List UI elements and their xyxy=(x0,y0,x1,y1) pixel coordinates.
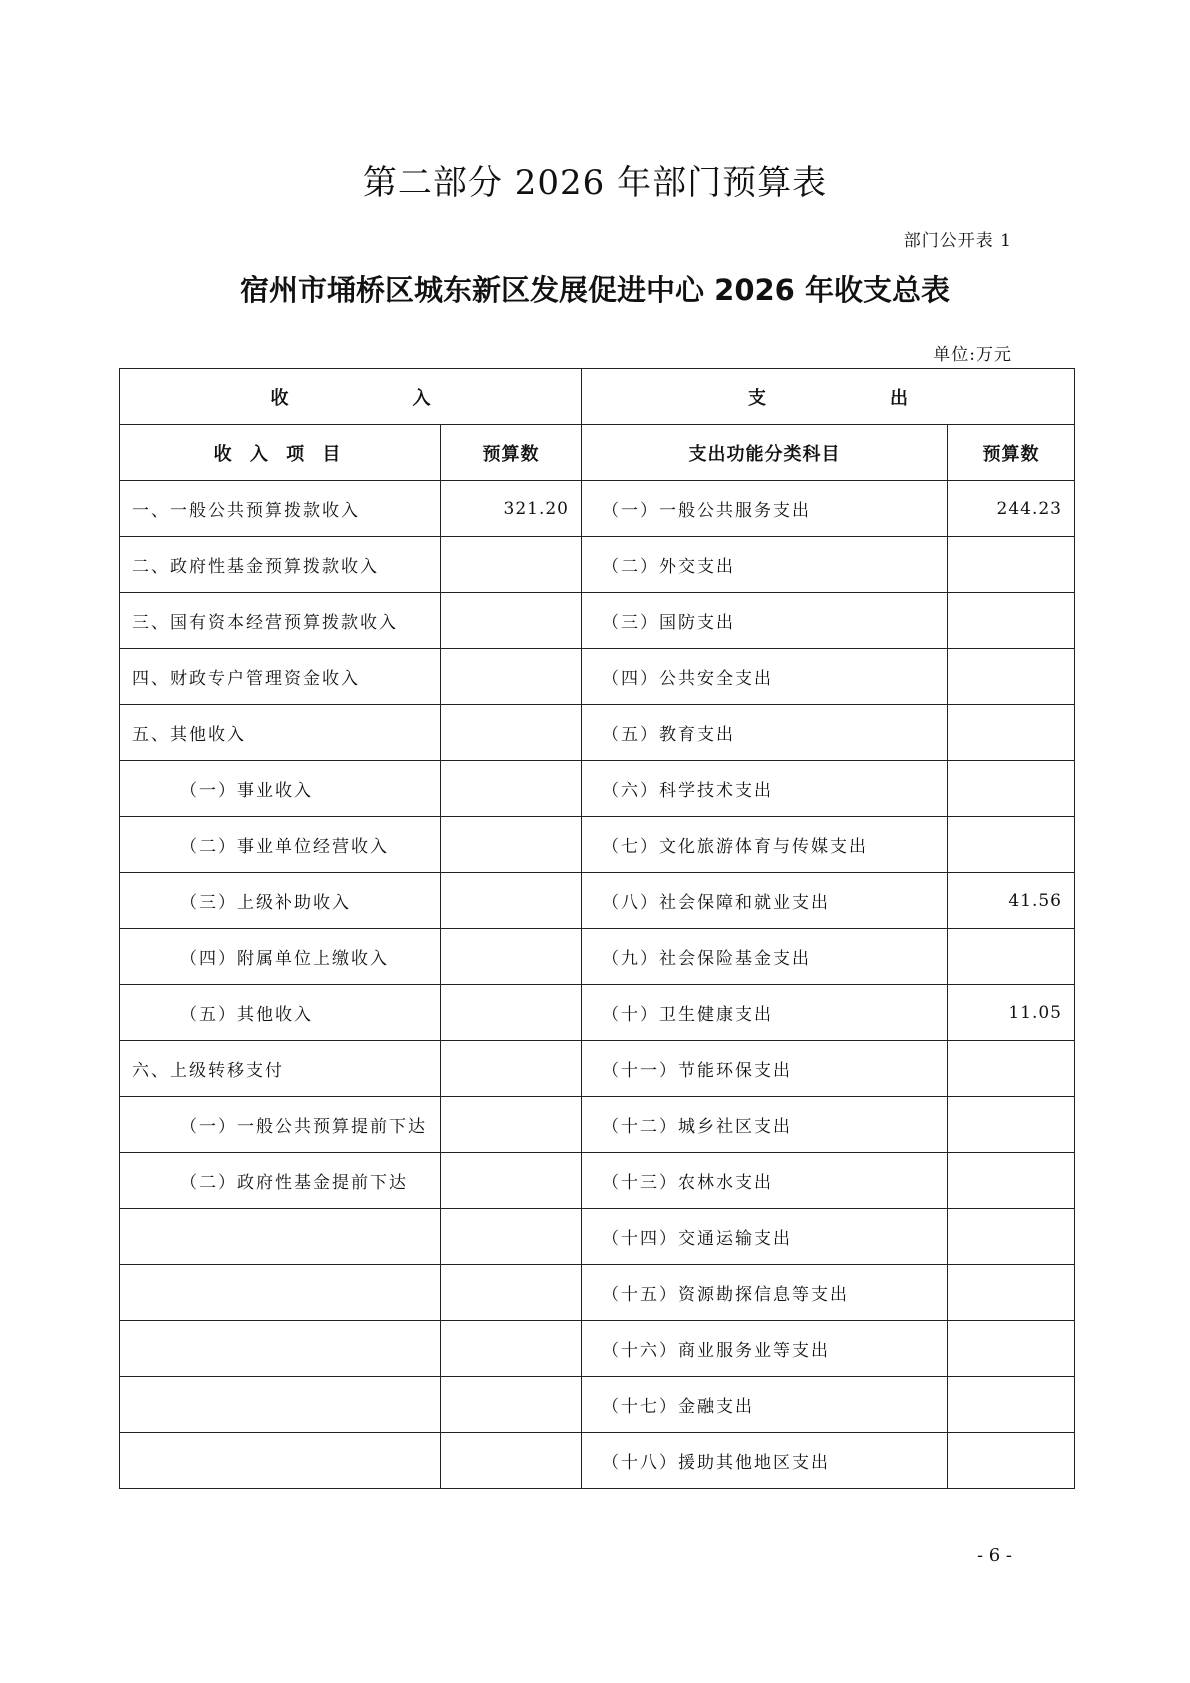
income-amount-cell xyxy=(441,761,582,817)
income-amount-cell xyxy=(441,1321,582,1377)
part-title: 第二部分 2026 年部门预算表 xyxy=(362,163,828,203)
expenditure-item-cell: （六）科学技术支出 xyxy=(582,761,948,817)
expenditure-item-cell: （二）外交支出 xyxy=(582,537,948,593)
table-row xyxy=(120,985,1075,1041)
income-item-cell xyxy=(120,1265,441,1321)
income-item-cell: 三、国有资本经营预算拨款收入 xyxy=(120,593,441,649)
income-item-cell: （三）上级补助收入 xyxy=(120,873,441,929)
income-item-cell xyxy=(120,1377,441,1433)
expenditure-section-label: 支出 xyxy=(748,387,908,409)
table-row xyxy=(120,705,1075,761)
expenditure-amount-cell xyxy=(948,593,1075,649)
expenditure-amount-cell: 41.56 xyxy=(948,873,1075,929)
expenditure-amount-cell xyxy=(948,761,1075,817)
expenditure-item-cell: （十）卫生健康支出 xyxy=(582,985,948,1041)
income-item-cell: 一、一般公共预算拨款收入 xyxy=(120,481,441,537)
income-amount-cell xyxy=(441,929,582,985)
income-section-label: 收入 xyxy=(270,387,431,409)
income-item-cell: （四）附属单位上缴收入 xyxy=(120,929,441,985)
income-section-header xyxy=(120,369,582,425)
income-amount-cell xyxy=(441,705,582,761)
table-row xyxy=(120,761,1075,817)
income-item-cell: （二）政府性基金提前下达 xyxy=(120,1153,441,1209)
income-item-cell xyxy=(120,1321,441,1377)
document-title: 宿州市埇桥区城东新区发展促进中心 2026 年收支总表 xyxy=(240,273,950,307)
income-item-cell: 五、其他收入 xyxy=(120,705,441,761)
income-amount-cell xyxy=(441,1265,582,1321)
expenditure-item-cell: （十四）交通运输支出 xyxy=(582,1209,948,1265)
expenditure-amount-cell xyxy=(948,817,1075,873)
expenditure-item-cell: （十六）商业服务业等支出 xyxy=(582,1321,948,1377)
expenditure-amount-cell xyxy=(948,649,1075,705)
expenditure-item-cell: （九）社会保险基金支出 xyxy=(582,929,948,985)
expenditure-item-cell: （七）文化旅游体育与传媒支出 xyxy=(582,817,948,873)
income-amount-cell xyxy=(441,1041,582,1097)
income-item-cell: 六、上级转移支付 xyxy=(120,1041,441,1097)
income-amount-cell xyxy=(441,873,582,929)
table-row xyxy=(120,537,1075,593)
expenditure-amount-cell xyxy=(948,929,1075,985)
expenditure-amount-header: 预算数 xyxy=(948,425,1075,481)
table-row xyxy=(120,929,1075,985)
table-row xyxy=(120,1097,1075,1153)
expenditure-amount-cell xyxy=(948,1265,1075,1321)
income-item-cell: （一）一般公共预算提前下达 xyxy=(120,1097,441,1153)
table-row xyxy=(120,1265,1075,1321)
table-row xyxy=(120,1433,1075,1489)
expenditure-item-cell: （十一）节能环保支出 xyxy=(582,1041,948,1097)
income-item-cell xyxy=(120,1433,441,1489)
income-amount-cell xyxy=(441,1377,582,1433)
table-row xyxy=(120,817,1075,873)
section-header-row xyxy=(120,369,1075,425)
income-amount-header: 预算数 xyxy=(441,425,582,481)
expenditure-amount-cell xyxy=(948,1153,1075,1209)
income-amount-cell xyxy=(441,1153,582,1209)
page-number: - 6 - xyxy=(976,1545,1012,1566)
expenditure-amount-cell: 244.23 xyxy=(948,481,1075,537)
income-amount-cell xyxy=(441,537,582,593)
income-item-cell: 四、财政专户管理资金收入 xyxy=(120,649,441,705)
expenditure-amount-cell xyxy=(948,1321,1075,1377)
income-amount-cell xyxy=(441,649,582,705)
expenditure-item-cell: （十五）资源勘探信息等支出 xyxy=(582,1265,948,1321)
table-row xyxy=(120,1321,1075,1377)
income-item-header: 收 入 项 目 xyxy=(120,425,441,481)
expenditure-item-cell: （十七）金融支出 xyxy=(582,1377,948,1433)
income-item-cell xyxy=(120,1209,441,1265)
expenditure-item-cell: （一）一般公共服务支出 xyxy=(582,481,948,537)
table-row xyxy=(120,593,1075,649)
expenditure-amount-cell xyxy=(948,705,1075,761)
income-amount-cell xyxy=(441,1097,582,1153)
budget-table xyxy=(119,368,1075,1489)
expenditure-item-cell: （十八）援助其他地区支出 xyxy=(582,1433,948,1489)
income-item-cell: （五）其他收入 xyxy=(120,985,441,1041)
income-item-cell: （一）事业收入 xyxy=(120,761,441,817)
income-amount-cell xyxy=(441,985,582,1041)
table-row xyxy=(120,1209,1075,1265)
expenditure-amount-cell xyxy=(948,1433,1075,1489)
income-item-cell: 二、政府性基金预算拨款收入 xyxy=(120,537,441,593)
income-amount-cell xyxy=(441,817,582,873)
income-amount-cell: 321.20 xyxy=(441,481,582,537)
expenditure-amount-cell xyxy=(948,1377,1075,1433)
table-row xyxy=(120,1041,1075,1097)
table-row xyxy=(120,873,1075,929)
income-amount-cell xyxy=(441,1433,582,1489)
table-row xyxy=(120,1153,1075,1209)
table-row xyxy=(120,649,1075,705)
table-label: 部门公开表 1 xyxy=(903,231,1012,251)
table-row xyxy=(120,481,1075,537)
expenditure-amount-cell xyxy=(948,537,1075,593)
income-amount-cell xyxy=(441,1209,582,1265)
expenditure-amount-cell xyxy=(948,1041,1075,1097)
income-amount-cell xyxy=(441,593,582,649)
expenditure-item-cell: （四）公共安全支出 xyxy=(582,649,948,705)
expenditure-item-cell: （十二）城乡社区支出 xyxy=(582,1097,948,1153)
expenditure-item-cell: （三）国防支出 xyxy=(582,593,948,649)
column-header-row xyxy=(120,425,1075,481)
expenditure-item-header: 支出功能分类科目 xyxy=(582,425,948,481)
expenditure-item-cell: （五）教育支出 xyxy=(582,705,948,761)
income-item-cell: （二）事业单位经营收入 xyxy=(120,817,441,873)
table-row xyxy=(120,1377,1075,1433)
expenditure-amount-cell: 11.05 xyxy=(948,985,1075,1041)
expenditure-amount-cell xyxy=(948,1209,1075,1265)
expenditure-item-cell: （十三）农林水支出 xyxy=(582,1153,948,1209)
expenditure-item-cell: （八）社会保障和就业支出 xyxy=(582,873,948,929)
expenditure-amount-cell xyxy=(948,1097,1075,1153)
unit-label: 单位:万元 xyxy=(933,345,1012,365)
expenditure-section-header xyxy=(582,369,1075,425)
